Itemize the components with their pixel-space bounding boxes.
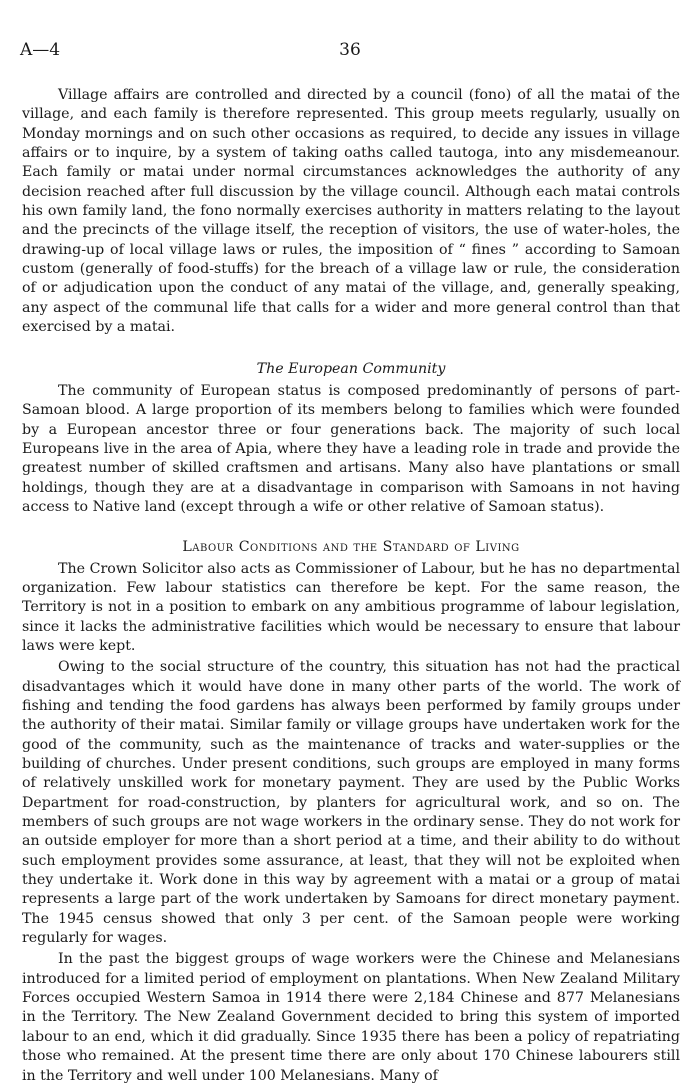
paragraph-labour-wage-workers: In the past the biggest groups of wage workers were the Chinese and Melanesians introduced for a limited period of employment on plantations. When New Zealand Military Forces occupied Western Samoa in 1914 there were 2,184 Chinese and 877 Melanesians in the Territory. The New Zealand Government decided to bring this system of imported labour to an end, which it did gradually. Since 1935 there has been a policy of repatriating those who remained. At the present time there are only about 170 Chinese labourers still in the Territory and well under 100 Melanesians. Many of bbox=[22, 951, 680, 1084]
section-code: A—4 bbox=[20, 40, 61, 60]
paragraph-labour-social-structure: Owing to the social structure of the country, this situation has not had the practical disadvantages which it would have done in many other parts of the world. The work of fishing and tending the food gardens has always been performed by family groups under the authority of their matai. Similar family or village groups have undertaken work for the good of the community, such as the maintenance of tracks and water-supplies or the building of churches. Under present conditions, such groups are employed in many forms of relatively unskilled work for monetary payment. They are used by the Public Works Department for road-construction, by planters for agricultural work, and so on. The members of such groups are not wage workers in the ordinary sense. They do not work for an outside employer for more than a short period at a time, and their ability to do without such employment provides some assurance, at least, that they will not be exploited when they undertake it. Work done in this way by agreement with a matai or a group of matai represents a large part of the work undertaken by Samoans for direct monetary payment. The 1945 census showed that only 3 per cent. of the Samoan people were working regularly for wages. bbox=[22, 659, 680, 947]
paragraph-labour-commissioner: The Crown Solicitor also acts as Commissioner of Labour, but he has no departmental organization. Few labour statistics can therefore be kept. For the same reason, the Territory is not in a position to embark on any ambitious programme of labour legislation, since it lacks the administrative facilities which would be necessary to ensure that labour laws were kept. bbox=[22, 560, 680, 654]
page-body bbox=[22, 86, 680, 1086]
heading-european-community: The European Community bbox=[256, 361, 446, 378]
heading-labour-conditions: Labour Conditions and the Standard of Living bbox=[182, 539, 520, 556]
page-number: 36 bbox=[339, 40, 361, 60]
paragraph-village-affairs: Village affairs are controlled and directed by a council (fono) of all the matai of the village, and each family is therefore represented. This group meets regularly, usually on Monday mornings and on such other occasions as required, to decide any issues in village affairs or to inquire, by a system of taking oaths called tautoga, into any misdemeanour. Each family or matai under normal circumstances acknowledges the authority of any decision reached after full discussion by the village council. Although each matai controls his own family land, the fono normally exercises authority in matters relating to the layout and the precincts of the village itself, the reception of visitors, the use of water-holes, the drawing-up of local village laws or rules, the imposition of “ fines ” according to Samoan custom (generally of food-stuffs) for the breach of a village law or rule, the consideration of or adjudication upon the conduct of any matai of the village, and, generally speaking, any aspect of the communal life that calls for a wider and more general control than that exercised by a matai. bbox=[22, 87, 680, 336]
paragraph-european-community: The community of European status is composed predominantly of persons of part-Samoan blood. A large proportion of its members belong to families which were founded by a European ancestor three or four generations back. The majority of such local Europeans live in the area of Apia, where they have a leading role in trade and provide the greatest number of skilled craftsmen and artisans. Many also have plantations or small holdings, though they are at a disadvantage in comparison with Samoans in not having access to Native land (except through a wife or other relative of Samoan status). bbox=[22, 382, 680, 515]
page-header bbox=[20, 40, 680, 70]
